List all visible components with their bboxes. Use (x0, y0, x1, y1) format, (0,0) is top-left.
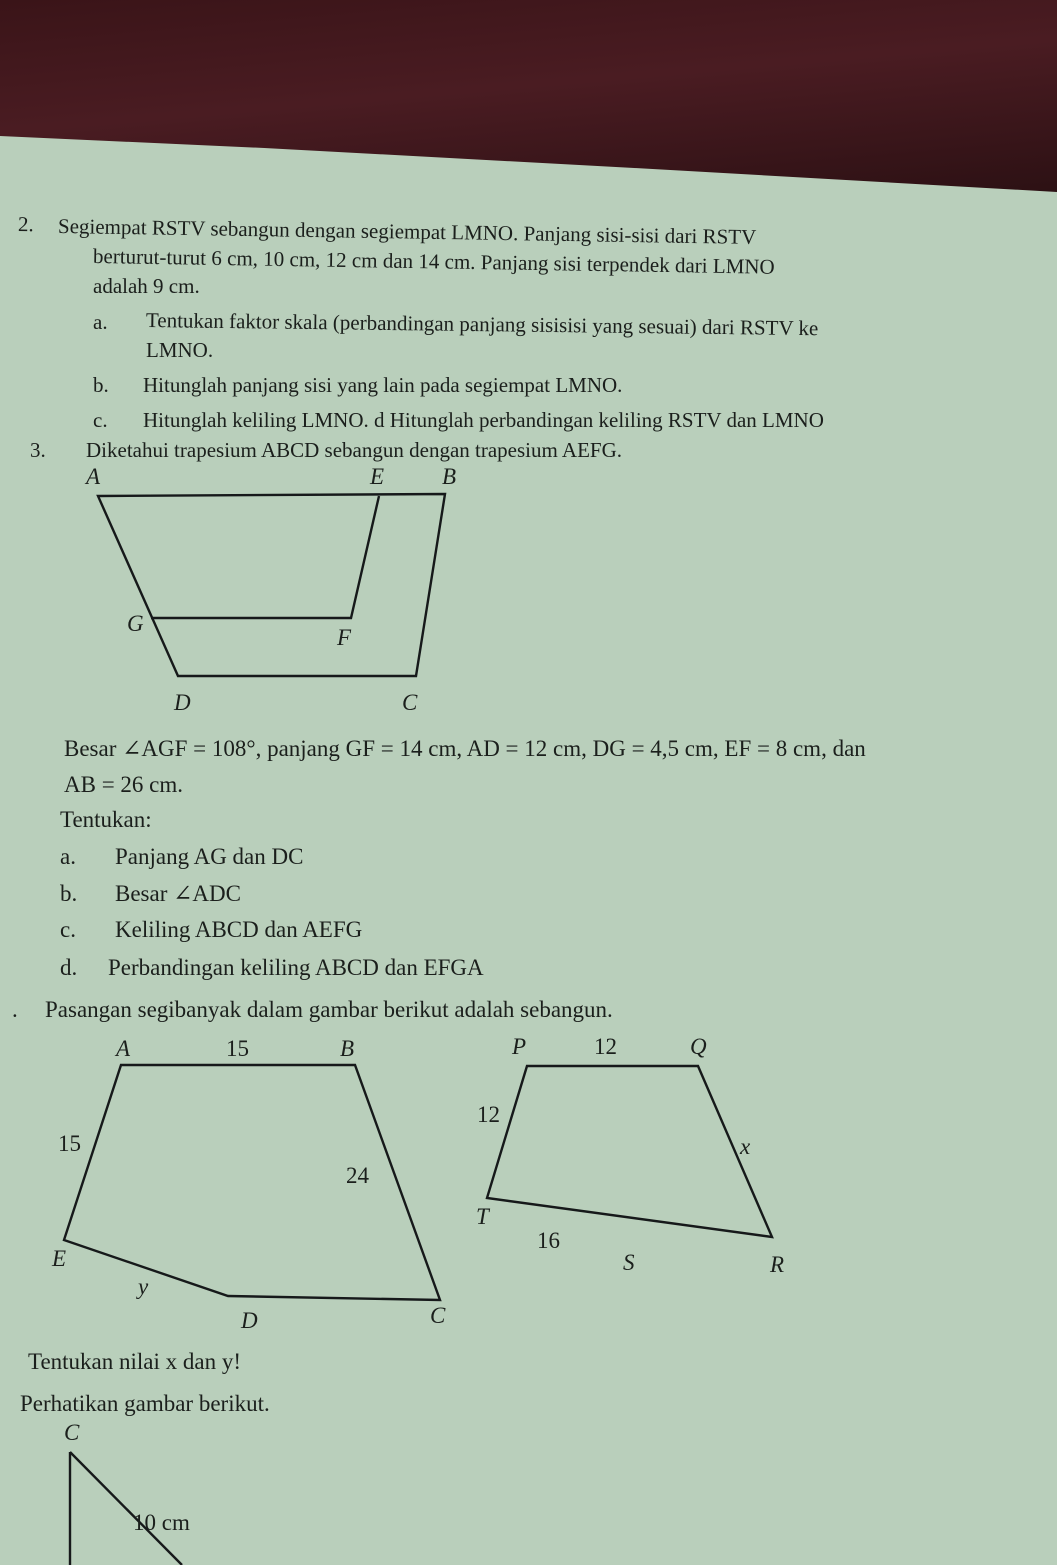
side-ts-length: 16 (537, 1228, 560, 1253)
q4-question: Tentukan nilai x dan y! (28, 1349, 241, 1374)
q3-item-d-text: Perbandingan keliling ABCD dan EFGA (108, 955, 484, 980)
side-pq-length: 12 (594, 1034, 617, 1059)
side-ae-length: 15 (58, 1131, 81, 1156)
label-d-left: D (241, 1308, 258, 1333)
q4-marker: . (12, 997, 18, 1022)
q2-number: 2. (17, 212, 34, 237)
q2-a-line1: Tentukan faktor skala (perbandingan panjang sisisisi yang sesuai) dari RSTV ke (145, 308, 819, 341)
q3-item-c-marker: c. (60, 917, 76, 942)
label-p: P (512, 1034, 527, 1059)
label-a: A (86, 464, 101, 489)
q2-a-line2: LMNO. (146, 338, 214, 362)
q2-c-text: Hitunglah keliling LMNO. d Hitunglah perbandingan keliling RSTV dan LMNO (143, 408, 824, 432)
q2-line3: adalah 9 cm. (93, 274, 200, 298)
q2-b-text: Hitunglah panjang sisi yang lain pada segiempat LMNO. (143, 373, 623, 397)
side-pt-length: 12 (477, 1102, 500, 1127)
q3-given-line1: Besar ∠AGF = 108°, panjang GF = 14 cm, AD = 12 cm, DG = 4,5 cm, EF = 8 cm, dan (64, 736, 866, 761)
label-d: D (174, 690, 191, 715)
label-e-left: E (52, 1246, 67, 1271)
q5-intro: Perhatikan gambar berikut. (20, 1391, 270, 1416)
side-ab-length: 15 (226, 1036, 249, 1061)
q3-item-d-marker: d. (60, 955, 78, 980)
q3-number: 3. (30, 438, 46, 462)
q3-item-a-marker: a. (60, 844, 76, 869)
q2-a-marker: a. (93, 310, 108, 334)
q3-item-b-text: Besar ∠ADC (115, 881, 241, 906)
side-bc-length: 24 (346, 1163, 369, 1188)
trapezoid-aefg-inner (151, 496, 379, 618)
label-c-triangle: C (64, 1420, 80, 1445)
q2-line1: Segiempat RSTV sebangun dengan segiempat LMNO. Panjang sisi-sisi dari RSTV (57, 214, 757, 249)
side-qr-variable: x (740, 1134, 751, 1159)
q3-given-line2: AB = 26 cm. (64, 772, 184, 797)
label-b: B (442, 464, 457, 489)
q2-b-marker: b. (93, 373, 109, 397)
label-q: Q (690, 1034, 707, 1059)
trapezoid-abcd (98, 494, 445, 676)
polygon-pqrst (487, 1066, 772, 1237)
triangle-hypotenuse (70, 1452, 182, 1565)
q2-line2: berturut-turut 6 cm, 10 cm, 12 cm dan 14 cm. Panjang sisi terpendek dari LMNO (92, 244, 775, 279)
q3-item-a-text: Panjang AG dan DC (115, 844, 304, 869)
side-length-10cm: 10 cm (133, 1510, 190, 1535)
q4-intro: Pasangan segibanyak dalam gambar berikut adalah sebangun. (45, 997, 613, 1022)
label-c-left: C (430, 1303, 446, 1328)
q3-intro: Diketahui trapesium ABCD sebangun dengan trapesium AEFG. (86, 438, 623, 462)
label-f: F (337, 625, 352, 650)
q3-tentukan: Tentukan: (60, 807, 152, 832)
q3-item-c-text: Keliling ABCD dan AEFG (115, 917, 363, 942)
label-c: C (402, 690, 418, 715)
label-s: S (623, 1250, 635, 1275)
polygon-abcde (64, 1065, 440, 1300)
label-g: G (127, 611, 144, 636)
q3-item-b-marker: b. (60, 881, 78, 906)
label-r: R (770, 1252, 785, 1277)
label-e: E (370, 464, 385, 489)
label-a-left: A (116, 1036, 131, 1061)
label-t: T (476, 1204, 489, 1229)
side-ed-variable: y (138, 1274, 149, 1299)
label-b-left: B (340, 1036, 355, 1061)
q2-c-marker: c. (93, 408, 108, 432)
